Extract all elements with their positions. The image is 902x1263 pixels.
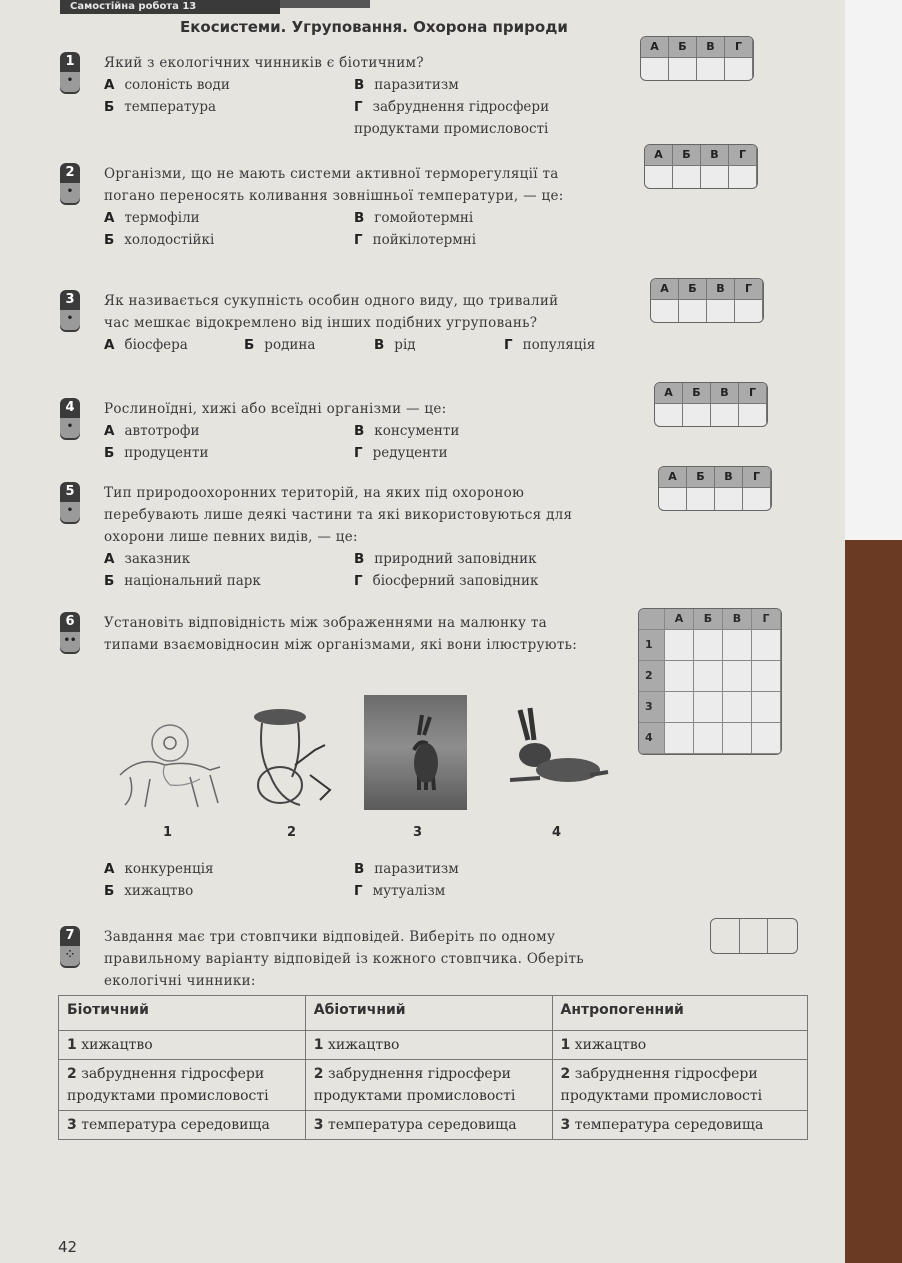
question-3 xyxy=(60,290,620,356)
table-header: Біотичний xyxy=(59,996,306,1031)
answer-box-7[interactable] xyxy=(710,918,798,954)
pic-label-1: 1 xyxy=(163,825,173,840)
question-7 xyxy=(60,926,620,992)
table-cell[interactable]: 1 хижацтво xyxy=(552,1031,808,1060)
pic-label-2: 2 xyxy=(287,825,297,840)
option-v: В паразитизм xyxy=(354,861,459,877)
table-row xyxy=(59,1111,808,1140)
question-number-badge: 7 ⁘ xyxy=(60,926,80,968)
question-number-badge: 4 • xyxy=(60,398,80,440)
factors-table xyxy=(58,995,808,1140)
lion-sun-drawing-icon xyxy=(110,715,230,815)
table-cell[interactable]: 3 температура середовища xyxy=(305,1111,552,1140)
question-number-badge: 5 • xyxy=(60,482,80,524)
table-row xyxy=(59,1031,808,1060)
answer-box-2[interactable]: А Б В Г xyxy=(644,144,758,189)
question-text: Який з екологічних чинників є біотичним? xyxy=(104,55,424,71)
option-b: Б родина xyxy=(244,337,316,353)
option-a: А конкуренція xyxy=(104,861,214,877)
option-g: Г мутуалізм xyxy=(354,883,446,899)
option-g: Г популяція xyxy=(504,337,596,353)
option-a: А біосфера xyxy=(104,337,188,353)
question-4 xyxy=(60,398,620,464)
option-v: В паразитизм xyxy=(354,77,459,93)
pic-label-3: 3 xyxy=(413,825,423,840)
option-b: Б хижацтво xyxy=(104,883,194,899)
question-text: Рослиноїдні, хижі або всеїдні організми — це: xyxy=(104,401,447,417)
table-header: Антропогенний xyxy=(552,996,808,1031)
table-header: Абіотичний xyxy=(305,996,552,1031)
option-g: Г редуценти xyxy=(354,445,448,461)
answer-grid-6[interactable]: А Б В Г 1 2 3 4 xyxy=(638,608,782,755)
table-cell[interactable]: 1 хижацтво xyxy=(59,1031,306,1060)
table-cell[interactable]: 2 забруднення гідросфери продуктами промисловості xyxy=(59,1060,306,1111)
option-v: В гомойотермні xyxy=(354,210,474,226)
question-text: Організми, що не мають системи активної терморегуляції та погано переносять коливання зовнішньої температури, — це: xyxy=(104,166,564,204)
question-number-badge: 1 • xyxy=(60,52,80,94)
page-number: 42 xyxy=(58,1238,78,1256)
table-cell[interactable]: 2 забруднення гідросфери продуктами промисловості xyxy=(552,1060,808,1111)
question-6 xyxy=(60,612,620,656)
option-b: Б холодостійкі xyxy=(104,232,215,248)
answer-box-5[interactable]: А Б В Г xyxy=(658,466,772,511)
question-number-badge: 2 • xyxy=(60,163,80,205)
table-cell[interactable]: 3 температура середовища xyxy=(59,1111,306,1140)
option-b: Б продуценти xyxy=(104,445,209,461)
option-v: В рід xyxy=(374,337,416,353)
table-cell[interactable]: 1 хижацтво xyxy=(305,1031,552,1060)
question-2 xyxy=(60,163,620,251)
table-cell[interactable]: 2 забруднення гідросфери продуктами промисловості xyxy=(305,1060,552,1111)
option-a: А солоність води xyxy=(104,77,230,93)
option-g: Г забруднення гідросфери продуктами промисловості xyxy=(354,99,550,137)
option-a: А термофіли xyxy=(104,210,200,226)
hare-photo-icon xyxy=(490,700,620,800)
illustrations xyxy=(110,695,630,835)
option-v: В природний заповідник xyxy=(354,551,537,567)
page-title: Екосистеми. Угруповання. Охорона природи xyxy=(180,18,568,36)
option-v: В консументи xyxy=(354,423,460,439)
banner-decoration xyxy=(280,0,370,8)
option-a: А автотрофи xyxy=(104,423,200,439)
option-g: Г біосферний заповідник xyxy=(354,573,539,589)
question-text: Завдання має три стовпчики відповідей. Виберіть по одному правильному варіанту відповідей із кожного стовпчика. Оберіть екологічні чинники: xyxy=(104,929,584,989)
question-1 xyxy=(60,52,620,140)
answer-box-1[interactable]: А Б В Г xyxy=(640,36,754,81)
option-g: Г пойкілотермні xyxy=(354,232,477,248)
table-cell[interactable]: 3 температура середовища xyxy=(552,1111,808,1140)
question-text: Установіть відповідність між зображеннями на малюнку та типами взаємовідносин між організмами, які вони ілюструють: xyxy=(104,615,578,653)
question-text: Тип природоохоронних територій, на яких під охороною перебувають лише деякі частини та які використовуються для охорони лише певних видів, — це: xyxy=(104,485,573,545)
question-number-badge: 6 •• xyxy=(60,612,80,654)
answer-box-3[interactable]: А Б В Г xyxy=(650,278,764,323)
cactus-bird-drawing-icon xyxy=(240,705,340,815)
question-5 xyxy=(60,482,620,592)
deer-photo-icon xyxy=(364,695,467,810)
option-a: А заказник xyxy=(104,551,191,567)
pic-label-4: 4 xyxy=(552,825,562,840)
section-banner: Самостійна робота 13 xyxy=(60,0,280,14)
option-b: Б температура xyxy=(104,99,217,115)
table-row xyxy=(59,1060,808,1111)
answer-box-4[interactable]: А Б В Г xyxy=(654,382,768,427)
question-text: Як називається сукупність особин одного виду, що тривалий час мешкає відокремлено від інших подібних угруповань? xyxy=(104,293,559,331)
question-number-badge: 3 • xyxy=(60,290,80,332)
question-6-options xyxy=(60,858,620,902)
option-b: Б національний парк xyxy=(104,573,261,589)
